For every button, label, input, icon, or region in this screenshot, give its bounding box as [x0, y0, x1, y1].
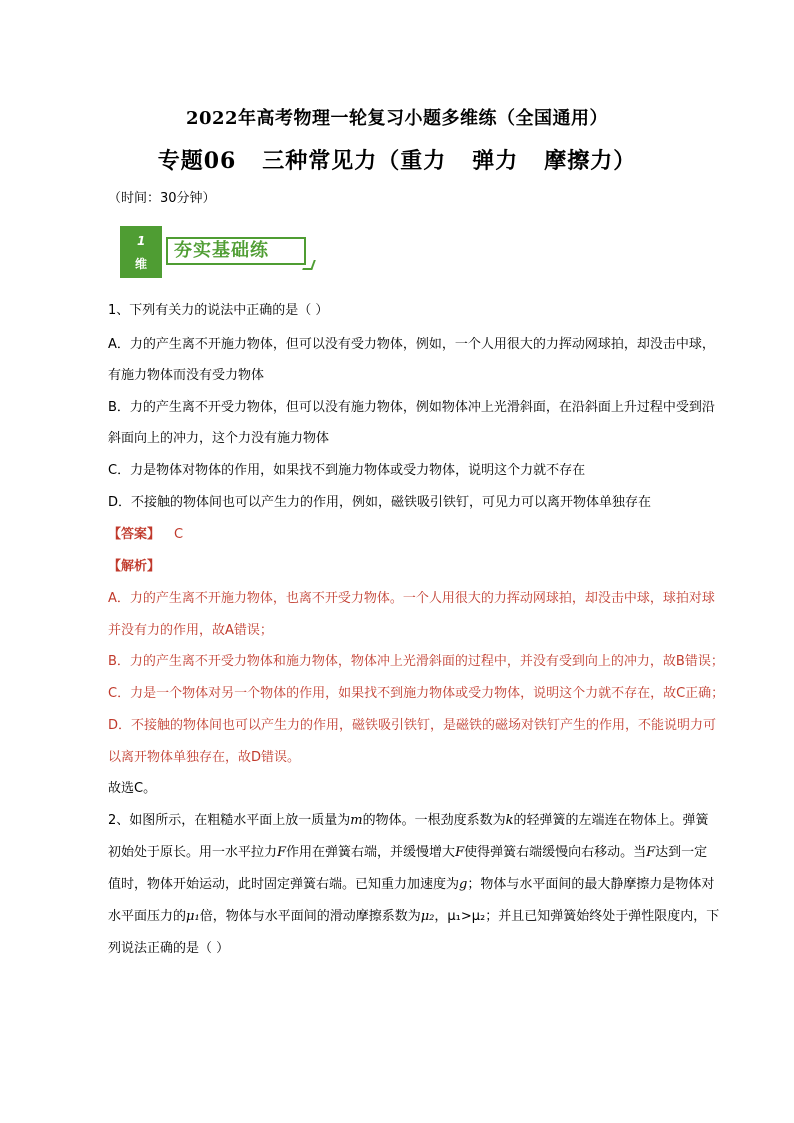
time-limit: （时间：30分钟）	[108, 191, 216, 206]
q2-text: 水平面压力的	[108, 909, 187, 924]
q1-option-a-line2: 有施力物体而没有受力物体	[108, 368, 265, 383]
q2-text: 使得弹簧右端缓慢向右移动。当	[464, 845, 647, 860]
q1-stem: 1、下列有关力的说法中正确的是（ ）	[108, 303, 329, 318]
answer-tag: 【答案】	[108, 527, 161, 542]
q2-text: 值时，物体开始运动，此时固定弹簧右端。已知重力加速度为	[108, 877, 460, 892]
analysis-c: C．力是一个物体对另一个物体的作用，如果找不到施力物体或受力物体，说明这个力就不存在，故C正确；	[108, 686, 725, 701]
var-f: F	[277, 845, 287, 860]
var-mu2: μ₂	[420, 909, 435, 924]
q1-option-b-line2: 斜面向上的冲力，这个力没有施力物体	[108, 431, 330, 446]
q1-option-d: D．不接触的物体间也可以产生力的作用，例如，磁铁吸引铁钉，可见力可以离开物体单独存在	[108, 495, 652, 510]
q2-text: ，μ₁>μ₂；并且已知弹簧始终处于弹性限度内，下	[434, 909, 720, 924]
analysis-a-line1: A．力的产生离不开施力物体，也离不开受力物体。一个人用很大的力挥动网球拍，却没击中球，球拍对球	[108, 591, 715, 606]
q2-text: 2、如图所示，在粗糙水平面上放一质量为	[108, 813, 351, 828]
q1-answer-row	[108, 525, 708, 545]
q1-option-a-line1: A．力的产生离不开施力物体，但可以没有受力物体，例如，一个人用很大的力挥动网球拍，却没击中球，	[108, 337, 715, 352]
var-f: F	[646, 845, 656, 860]
q2-line1	[108, 811, 708, 831]
var-mu1: μ₁	[186, 909, 200, 924]
q2-text: 作用在弹簧右端，并缓慢增大	[286, 845, 456, 860]
badge-dimension: 维	[135, 257, 148, 271]
analysis-b: B．力的产生离不开受力物体和施力物体，物体冲上光滑斜面的过程中，并没有受到向上的冲力，故B错误；	[108, 654, 724, 669]
q1-option-b-line1: B．力的产生离不开受力物体，但可以没有施力物体，例如物体冲上光滑斜面，在沿斜面上升过程中受到沿	[108, 400, 715, 415]
q2-text: 初始处于原长。用一水平拉力	[108, 845, 278, 860]
badge-label: 夯实基础练	[166, 237, 306, 265]
q2-line4	[108, 907, 720, 927]
q2-text: 达到一定	[655, 845, 708, 860]
analysis-tag: 【解析】	[108, 559, 161, 574]
var-k: k	[505, 813, 514, 828]
badge-tail-icon	[302, 260, 316, 270]
document-title: 2022年高考物理一轮复习小题多维练（全国通用）	[185, 108, 609, 129]
q2-line2	[108, 843, 708, 863]
section-badge	[120, 226, 316, 278]
q2-text: 的物体。一根劲度系数为	[362, 813, 506, 828]
var-g: g	[459, 877, 468, 892]
badge-number-block	[120, 226, 162, 278]
analysis-d-line2: 以离开物体单独存在，故D错误。	[108, 750, 301, 765]
answer-value: C	[174, 527, 184, 542]
q2-text: 倍，物体与水平面间的滑动摩擦系数为	[199, 909, 421, 924]
topic-title: 专题06 三种常见力（重力 弹力 摩擦力）	[157, 148, 637, 174]
q2-line5: 列说法正确的是（ ）	[108, 941, 230, 956]
badge-number: 1	[137, 234, 146, 248]
q2-text: 的轻弹簧的左端连在物体上。弹簧	[513, 813, 709, 828]
analysis-a-line2: 并没有力的作用，故A错误；	[108, 623, 273, 638]
var-m: m	[350, 813, 363, 828]
var-f: F	[455, 845, 465, 860]
q1-option-c: C．力是物体对物体的作用，如果找不到施力物体或受力物体，说明这个力就不存在	[108, 463, 586, 478]
q1-conclusion: 故选C。	[108, 781, 157, 796]
analysis-d-line1: D．不接触的物体间也可以产生力的作用，磁铁吸引铁钉，是磁铁的磁场对铁钉产生的作用，不能说明力可	[108, 718, 717, 733]
q2-text: ；物体与水平面间的最大静摩擦力是物体对	[467, 877, 715, 892]
q2-line3	[108, 875, 715, 895]
